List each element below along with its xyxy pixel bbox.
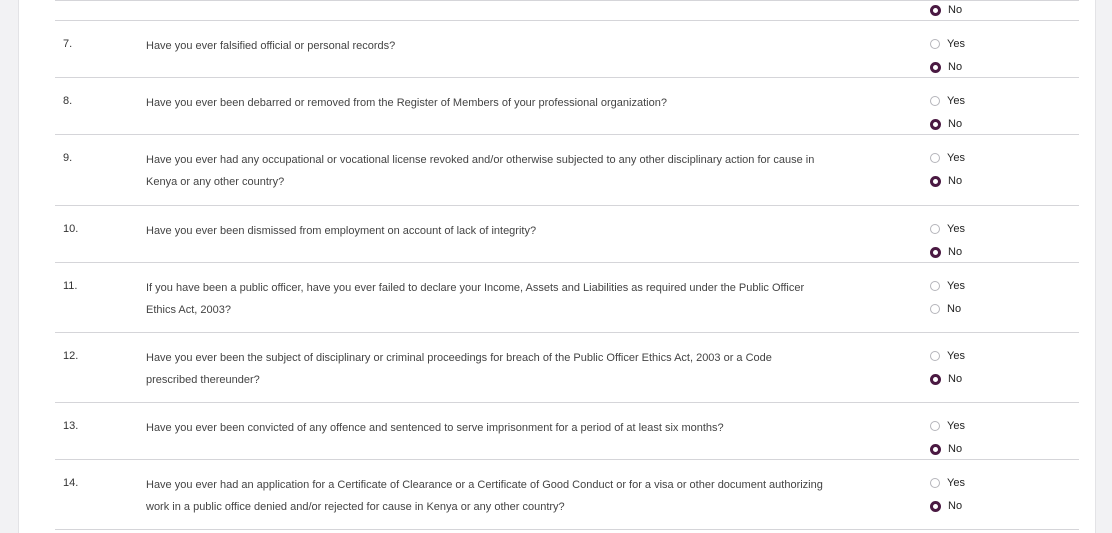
option-label-yes: Yes <box>947 477 965 489</box>
row-divider <box>55 402 1079 403</box>
option-label-no: No <box>948 118 963 130</box>
q9-option-no[interactable] <box>930 174 962 188</box>
option-label-yes: Yes <box>947 223 965 235</box>
option-label-yes: Yes <box>947 95 965 107</box>
radio-no-9[interactable] <box>930 176 941 187</box>
radio-yes-8[interactable] <box>930 96 940 106</box>
option-label-no: No <box>948 246 963 258</box>
question-number: 13. <box>63 420 79 432</box>
option-label-yes: Yes <box>947 152 965 164</box>
q14-option-no[interactable] <box>930 499 962 513</box>
question-number: 12. <box>63 350 79 362</box>
question-text: Have you ever been dismissed from employment on account of lack of integrity? <box>146 225 537 237</box>
radio-yes-9[interactable] <box>930 153 940 163</box>
row-divider <box>55 262 1079 263</box>
question-text: Have you ever been debarred or removed from the Register of Members of your professional organization? <box>146 97 667 109</box>
q8-option-no[interactable] <box>930 117 962 131</box>
row-divider <box>55 459 1079 460</box>
q13-option-no[interactable] <box>930 442 962 456</box>
q10-option-no[interactable] <box>930 245 962 259</box>
q11-option-no[interactable] <box>930 302 961 316</box>
declaration-form-card <box>18 0 1096 533</box>
row-divider <box>55 0 1079 1</box>
q6-option-no[interactable] <box>930 3 962 17</box>
row-divider <box>55 77 1079 78</box>
radio-yes-13[interactable] <box>930 421 940 431</box>
q7-option-no[interactable] <box>930 60 962 74</box>
option-label-no: No <box>948 373 963 385</box>
q12-option-no[interactable] <box>930 372 962 386</box>
question-number: 9. <box>63 152 73 164</box>
radio-yes-7[interactable] <box>930 39 940 49</box>
question-text: Have you ever falsified official or personal records? <box>146 40 396 52</box>
row-divider <box>55 529 1079 530</box>
q12-option-yes[interactable] <box>930 349 965 363</box>
question-number: 14. <box>63 477 79 489</box>
row-divider <box>55 205 1079 206</box>
option-label-no: No <box>947 303 962 315</box>
option-label-yes: Yes <box>947 420 965 432</box>
radio-no-10[interactable] <box>930 247 941 258</box>
row-divider <box>55 332 1079 333</box>
radio-no-14[interactable] <box>930 501 941 512</box>
option-label-yes: Yes <box>947 280 965 292</box>
option-label-no: No <box>948 500 963 512</box>
q8-option-yes[interactable] <box>930 94 965 108</box>
q11-option-yes[interactable] <box>930 279 965 293</box>
radio-no-13[interactable] <box>930 444 941 455</box>
radio-no-11[interactable] <box>930 304 940 314</box>
question-number: 10. <box>63 223 79 235</box>
question-number: 7. <box>63 38 73 50</box>
option-label-yes: Yes <box>947 38 965 50</box>
radio-no-7[interactable] <box>930 62 941 73</box>
radio-yes-10[interactable] <box>930 224 940 234</box>
q9-option-yes[interactable] <box>930 151 965 165</box>
radio-no-12[interactable] <box>930 374 941 385</box>
row-divider <box>55 20 1079 21</box>
question-text: If you have been a public officer, have you ever failed to declare your Income, Assets and Liabilities as required under the Public Officer Ethics Act, 2003? <box>146 282 805 316</box>
option-label-no: No <box>948 61 963 73</box>
radio-yes-14[interactable] <box>930 478 940 488</box>
question-text: Have you ever been convicted of any offence and sentenced to serve imprisonment for a period of at least six months? <box>146 422 724 434</box>
q14-option-yes[interactable] <box>930 476 965 490</box>
q13-option-yes[interactable] <box>930 419 965 433</box>
question-number: 8. <box>63 95 73 107</box>
row-divider <box>55 134 1079 135</box>
option-label-yes: Yes <box>947 350 965 362</box>
question-text: Have you ever had any occupational or vocational license revoked and/or otherwise subjected to any other disciplinary action for cause in Kenya or any other country? <box>146 154 815 188</box>
radio-yes-12[interactable] <box>930 351 940 361</box>
question-text: Have you ever had an application for a Certificate of Clearance or a Certificate of Good Conduct or for a visa or other document authorizing work in a public office denied and/or rejected for cause in Kenya or any other country? <box>146 479 823 513</box>
q10-option-yes[interactable] <box>930 222 965 236</box>
question-number: 11. <box>63 280 78 292</box>
question-text: Have you ever been the subject of disciplinary or criminal proceedings for breach of the Public Officer Ethics Act, 2003 or a Code prescribed thereunder? <box>146 352 772 386</box>
radio-no-6[interactable] <box>930 5 941 16</box>
option-label-no: No <box>948 443 963 455</box>
radio-no-8[interactable] <box>930 119 941 130</box>
option-label-no: No <box>948 175 963 187</box>
q7-option-yes[interactable] <box>930 37 965 51</box>
option-label-no: No <box>948 4 963 16</box>
radio-yes-11[interactable] <box>930 281 940 291</box>
